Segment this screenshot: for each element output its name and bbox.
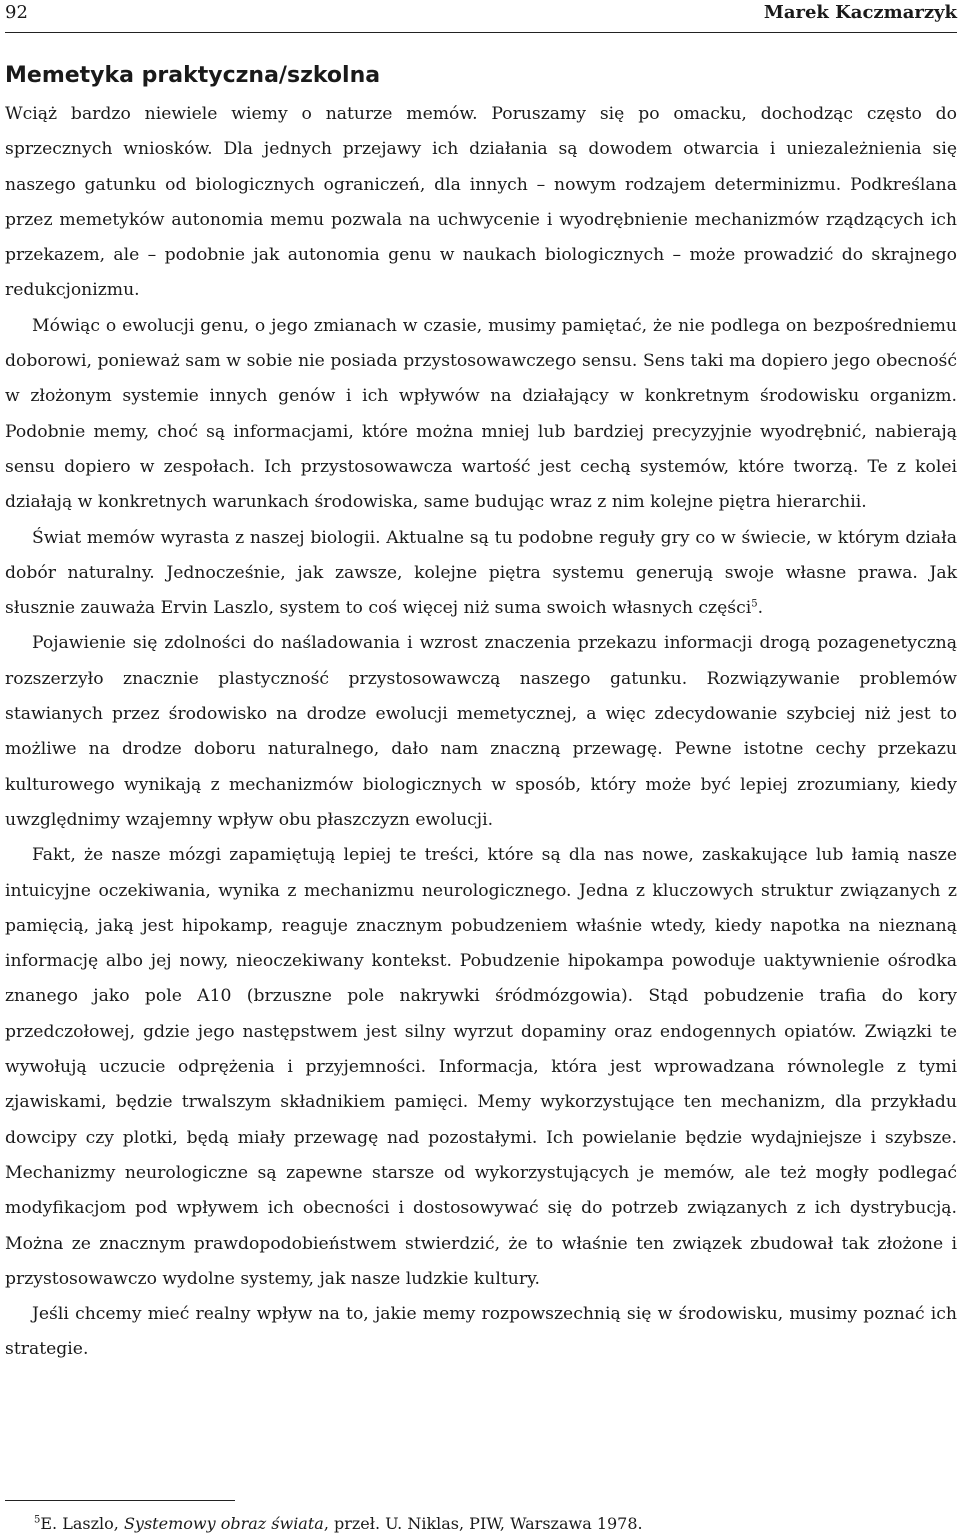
- running-head-author: Marek Kaczmarzyk: [763, 2, 957, 23]
- footnote-number: 5: [34, 1514, 41, 1526]
- page-number: 92: [5, 2, 28, 23]
- section-title: Memetyka praktyczna/szkolna: [5, 63, 381, 88]
- footnote-divider: [5, 1500, 235, 1501]
- running-header: [5, 0, 957, 33]
- footnote: [34, 1514, 643, 1533]
- body-text: [5, 97, 957, 1368]
- paragraph-2: Mówiąc o ewolucji genu, o jego zmianach w czasie, musimy pamiętać, że nie podlega on bezpośredniemu doborowi, ponieważ sam w sobie nie posiada przystosowawczego sensu. Sens taki ma dopiero jego obecność w złożonym systemie innych genów i ich wpływów na działający w konkretnym środowisku organizm. Podobnie memy, choć są informacjami, które można mniej lub bardziej precyzyjnie wyodrębnić, nabierają sensu dopiero w zespołach. Ich przystosowawcza wartość jest cechą systemów, które tworzą. Te z kolei działają w konkretnych warunkach środowiska, same budując wraz z nim kolejne piętra hierarchii.: [5, 315, 957, 513]
- paragraph-1: Wciąż bardzo niewiele wiemy o naturze memów. Poruszamy się po omacku, dochodząc często do sprzecznych wniosków. Dla jednych przejawy ich działania są dowodem otwarcia i uniezależnienia się naszego gatunku od biologicznych ograniczeń, dla innych – nowym rodzajem determinizmu. Podkreślana przez memetyków autonomia memu pozwala na uchwycenie i wyodrębnienie mechanizmów rządzących ich przekazem, ale – podobnie jak autonomia genu w naukach biologicznych – może prowadzić do skrajnego redukcjonizmu.: [5, 104, 957, 301]
- paragraph-3-end: .: [757, 598, 764, 619]
- footnote-reference[interactable]: 5: [751, 598, 758, 610]
- paragraph-4: Pojawienie się zdolności do naśladowania i wzrost znaczenia przekazu informacji drogą pozagenetyczną rozszerzyło znacznie plastyczność przystosowawczą naszego gatunku. Rozwiązywanie problemów stawianych przez środowisko na drodze ewolucji memetycznej, a więc zdecydowanie szybciej niż jest to możliwe na drodze doboru naturalnego, dało nam znaczną przewagę. Pewne istotne cechy przekazu kulturowego wynikają z mechanizmów biologicznych w sposób, który może być lepiej zrozumiany, kiedy uwzględnimy wzajemny wpływ obu płaszczyzn ewolucji.: [5, 633, 957, 830]
- footnote-text-after: , przeł. U. Niklas, PIW, Warszawa 1978.: [323, 1514, 643, 1533]
- paragraph-6: Jeśli chcemy mieć realny wpływ na to, jakie memy rozpowszechnią się w środowisku, musimy poznać ich strategie.: [5, 1304, 957, 1360]
- footnote-text-before: E. Laszlo,: [40, 1514, 119, 1533]
- paragraph-3: [5, 521, 957, 627]
- paragraph-3-text: Świat memów wyrasta z naszej biologii. Aktualne są tu podobne reguły gry co w świecie, w którym działa dobór naturalny. Jednocześnie, jak zawsze, kolejne piętra systemu generują swoje własne prawa. Jak słusznie zauważa Ervin Laszlo, system to coś więcej niż suma swoich własnych części: [5, 527, 957, 619]
- paragraph-5: Fakt, że nasze mózgi zapamiętują lepiej te treści, które są dla nas nowe, zaskakujące lub łamią nasze intuicyjne oczekiwania, wynika z mechanizmu neurologicznego. Jedna z kluczowych struktur związanych z pamięcią, jaką jest hipokamp, reaguje znacznym pobudzeniem właśnie wtedy, kiedy napotka na nieznaną informację albo jej nowy, nieoczekiwany kontekst. Pobudzenie hipokampa powoduje uaktywnienie ośrodka znanego jako pole A10 (brzuszne pole nakrywki śródmózgowia). Stąd pobudzenie trafia do kory przedczołowej, gdzie jego następstwem jest silny wyrzut dopaminy oraz endogennych opiatów. Związki te wywołują uczucie odprężenia i przyjemności. Informacja, która jest wprowadzana równolegle z tymi zjawiskami, będzie trwalszym składnikiem pamięci. Memy wykorzystujące ten mechanizm, dla przykładu dowcipy czy plotki, będą miały przewagę nad pozostałymi. Ich powielanie będzie wydajniejsze i szybsze. Mechanizmy neurologiczne są zapewne starsze od wykorzystujących je memów, ale też mogły podlegać modyfikacjom pod wpływem ich obecności i dostosowywać się do potrzeb związanych z ich dystrybucją. Można ze znacznym prawdopodobieństwem stwierdzić, że to właśnie ten związek zbudował tak złożone i przystosowawczo wydolne systemy, jak nasze ludzkie kultury.: [5, 845, 957, 1289]
- footnote-book-title: Systemowy obraz świata: [123, 1514, 324, 1533]
